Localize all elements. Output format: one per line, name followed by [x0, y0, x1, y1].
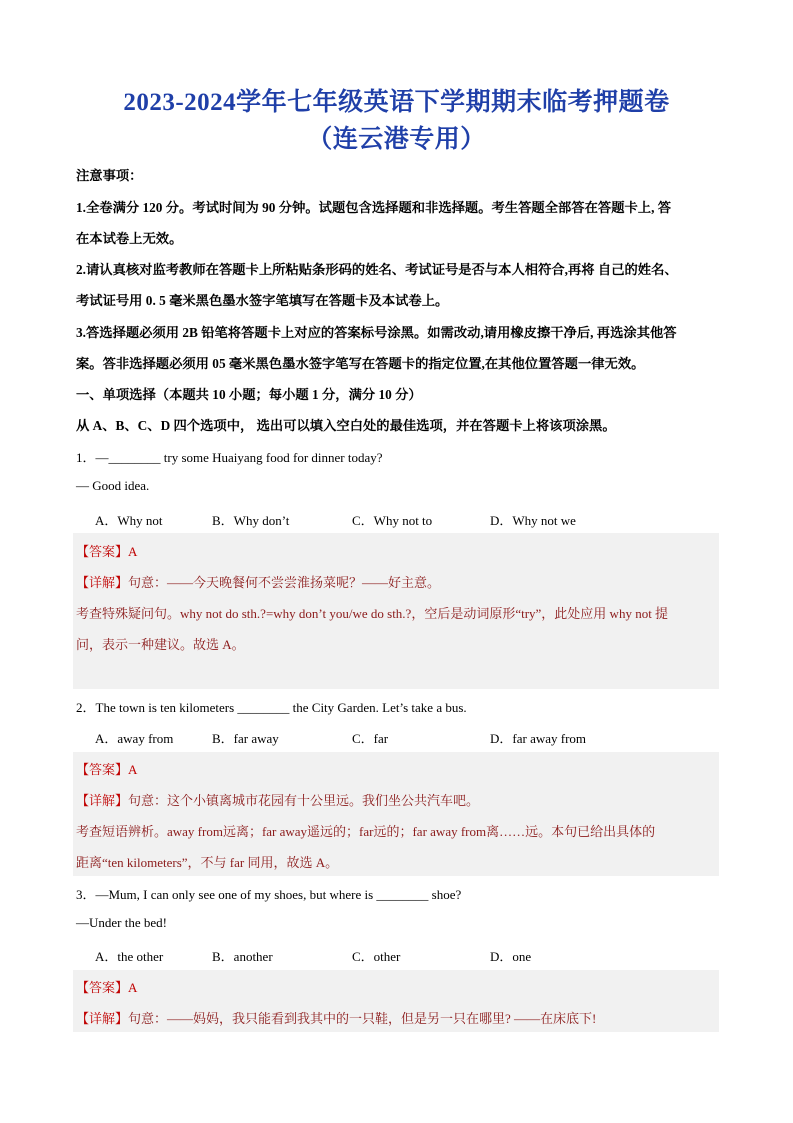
- question-1-option-a: A．Why not: [95, 513, 163, 528]
- question-2-answer: [76, 759, 137, 778]
- question-1-answer: [76, 541, 137, 560]
- page-title: 2023-2024学年七年级英语下学期期末临考押题卷: [123, 89, 670, 116]
- question-2-option-d: D．far away from: [490, 731, 587, 746]
- question-1-detail: [76, 572, 440, 591]
- notice-item-1b: 在本试卷上无效。: [76, 231, 183, 246]
- answer-value: A: [128, 762, 138, 777]
- answer-label: 【答案】: [76, 544, 129, 559]
- notice-heading: 注意事项：: [76, 168, 143, 183]
- section-instruction: 从 A、B、C、D 四个选项中， 选出可以填入空白处的最佳选项，并在答题卡上将该项涂黑。: [76, 418, 616, 433]
- question-2-stem: 2．The town is ten kilometers ________ the City Garden. Let’s take a bus.: [76, 700, 467, 715]
- question-2-option-a: A．away from: [95, 731, 174, 746]
- answer-label: 【答案】: [76, 980, 129, 995]
- answer-value: A: [128, 544, 138, 559]
- detail-label: 【详解】: [76, 1011, 129, 1026]
- question-1-reply: — Good idea.: [76, 478, 150, 493]
- question-1-explanation-1: 考查特殊疑问句。why not do sth.?=why don’t you/we do sth.?，空后是动词原形“try”，此处应用 why not 提: [76, 606, 669, 621]
- detail-text: 句意：这个小镇离城市花园有十公里远。我们坐公共汽车吧。: [128, 793, 480, 808]
- detail-label: 【详解】: [76, 793, 129, 808]
- question-1-stem: 1．—________ try some Huaiyang food for dinner today?: [76, 450, 383, 465]
- question-1-explanation-2: 问，表示一种建议。故选 A。: [76, 637, 245, 652]
- question-2-detail: [76, 790, 479, 809]
- detail-text: 句意：——妈妈，我只能看到我其中的一只鞋，但是另一只在哪里? ——在床底下!: [128, 1011, 597, 1026]
- detail-label: 【详解】: [76, 575, 129, 590]
- question-2-explanation-1: 考查短语辨析。away from远离；far away遥远的；far远的；far away from离……远。本句已给出具体的: [76, 824, 656, 839]
- notice-item-3b: 案。答非选择题必须用 05 毫米黑色墨水签字笔写在答题卡的指定位置,在其他位置答题一律无效。: [76, 356, 645, 371]
- page-subtitle: （连云港专用）: [307, 126, 486, 153]
- question-3-stem: 3．—Mum, I can only see one of my shoes, but where is ________ shoe?: [76, 887, 462, 902]
- notice-item-2a: 2.请认真核对监考教师在答题卡上所粘贴条形码的姓名、考试证号是否与本人相符合,再将 自己的姓名、: [76, 262, 678, 277]
- notice-item-2b: 考试证号用 0. 5 毫米黑色墨水签字笔填写在答题卡及本试卷上。: [76, 293, 449, 308]
- question-3-option-b: B．another: [212, 949, 273, 964]
- question-3-detail: [76, 1008, 596, 1027]
- question-1-option-c: C．Why not to: [352, 513, 433, 528]
- question-3-option-a: A．the other: [95, 949, 164, 964]
- answer-label: 【答案】: [76, 762, 129, 777]
- section-heading: 一、单项选择（本题共 10 小题；每小题 1 分，满分 10 分）: [76, 387, 422, 402]
- question-1-option-d: D．Why not we: [490, 513, 576, 528]
- question-1-option-b: B．Why don’t: [212, 513, 290, 528]
- notice-item-3a: 3.答选择题必须用 2B 铅笔将答题卡上对应的答案标号涂黑。如需改动,请用橡皮擦干净后, 再选涂其他答: [76, 325, 677, 340]
- question-2-option-b: B．far away: [212, 731, 279, 746]
- notice-item-1a: 1.全卷满分 120 分。考试时间为 90 分钟。试题包含选择题和非选择题。考生答题全部答在答题卡上, 答: [76, 200, 672, 215]
- answer-value: A: [128, 980, 138, 995]
- question-2-explanation-2: 距离“ten kilometers”，不与 far 同用，故选 A。: [76, 855, 339, 870]
- question-3-option-d: D．one: [490, 949, 532, 964]
- question-3-option-c: C．other: [352, 949, 401, 964]
- question-2-option-c: C．far: [352, 731, 389, 746]
- question-3-reply: —Under the bed!: [76, 915, 167, 930]
- detail-text: 句意：——今天晚餐何不尝尝淮扬菜呢？——好主意。: [128, 575, 441, 590]
- question-3-answer: [76, 977, 137, 996]
